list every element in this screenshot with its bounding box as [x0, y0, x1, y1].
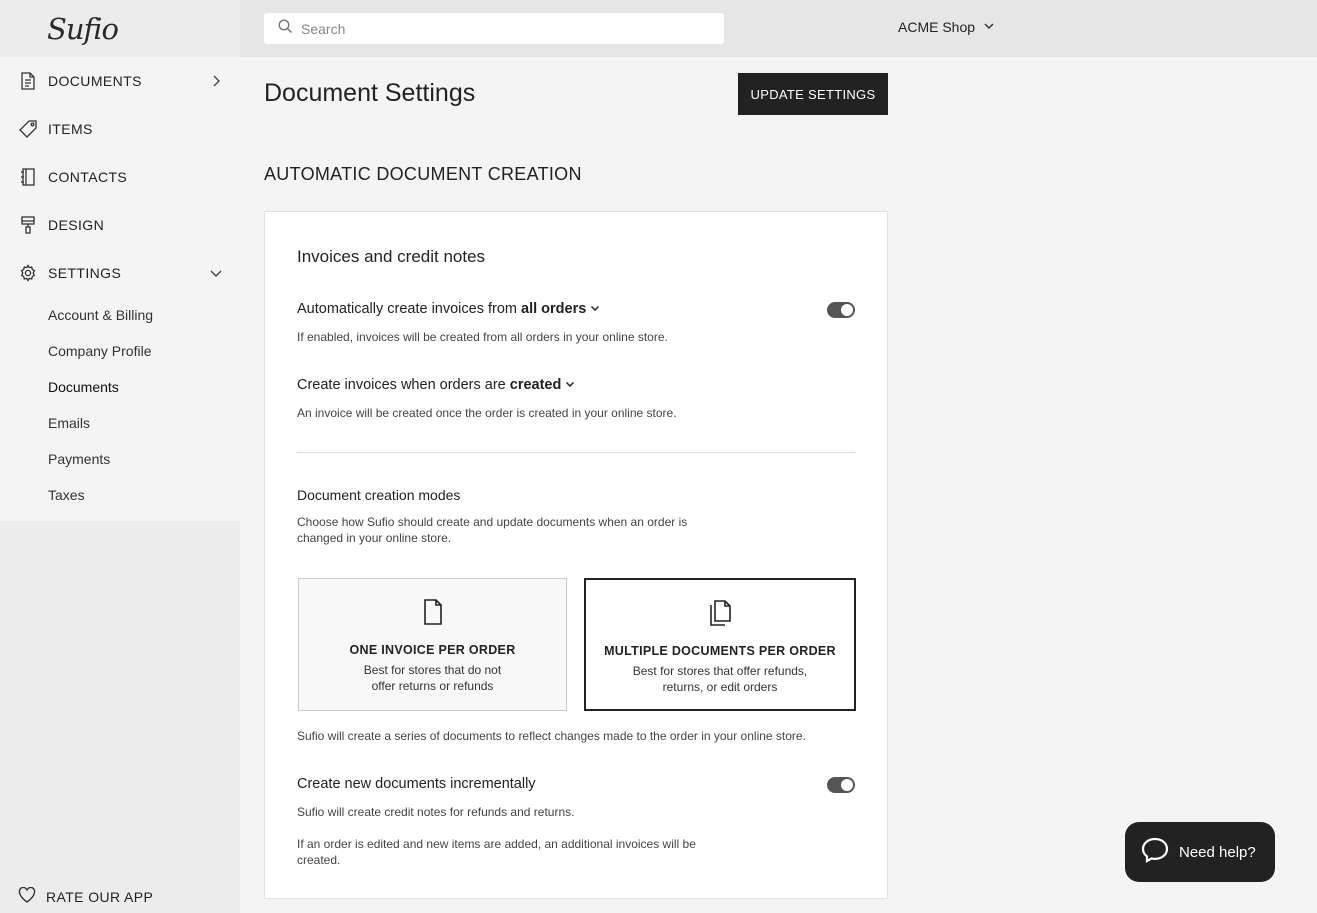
settings-card [264, 211, 888, 899]
mode-multiple-documents-option[interactable] [584, 578, 856, 711]
sidebar-sub-company-profile[interactable]: Company Profile [48, 343, 152, 359]
chat-bubble-icon [1141, 837, 1169, 868]
search-icon [278, 19, 293, 39]
need-help-button[interactable] [1125, 822, 1275, 882]
incremental-help-1: Sufio will create credit notes for refunds and returns. [297, 805, 575, 819]
chevron-down-icon [983, 19, 995, 35]
settings-group [0, 249, 240, 521]
sidebar-sub-payments[interactable]: Payments [48, 451, 111, 467]
auto-create-toggle[interactable] [827, 302, 855, 318]
shop-name: ACME Shop [898, 19, 976, 35]
auto-create-text: Automatically create invoices from [297, 301, 517, 317]
chevron-down-icon [565, 377, 575, 393]
search-input[interactable] [301, 21, 701, 37]
logo-bar [0, 0, 240, 57]
sidebar [0, 0, 240, 913]
sidebar-item-label: ITEMS [48, 121, 93, 137]
shop-selector[interactable] [898, 19, 995, 35]
sidebar-item-label: SETTINGS [48, 265, 122, 281]
topbar [240, 0, 1317, 57]
when-created-label [297, 377, 575, 393]
modes-help: Choose how Sufio should create and update documents when an order is changed in your online store. [297, 515, 688, 545]
mode-description: Best for stores that offer refunds, returns, or edit orders [632, 664, 808, 694]
sidebar-item-label: CONTACTS [48, 169, 128, 185]
sidebar-sub-documents[interactable]: Documents [48, 379, 119, 395]
card-title: Invoices and credit notes [297, 247, 486, 266]
sidebar-sub-emails[interactable]: Emails [48, 415, 91, 431]
sidebar-sub-taxes[interactable]: Taxes [48, 487, 85, 503]
search-box[interactable] [264, 13, 724, 44]
modes-title: Document creation modes [297, 487, 461, 503]
update-settings-button[interactable]: UPDATE SETTINGS [738, 73, 888, 115]
chevron-down-icon [208, 265, 224, 281]
rate-our-app-link[interactable] [0, 881, 240, 913]
mode-title: ONE INVOICE PER ORDER [349, 643, 516, 657]
section-title: AUTOMATIC DOCUMENT CREATION [264, 164, 582, 184]
app-logo[interactable]: Sufio [47, 11, 119, 46]
need-help-label: Need help? [1179, 843, 1256, 861]
when-created-text: Create invoices when orders are [297, 377, 506, 393]
heart-icon [18, 887, 36, 908]
address-book-icon [18, 167, 38, 187]
chevron-right-icon [208, 73, 224, 89]
sidebar-item-items[interactable] [0, 105, 240, 153]
order-scope-dropdown[interactable] [521, 301, 600, 317]
sidebar-item-documents[interactable] [0, 57, 240, 105]
toggle-knob [840, 778, 854, 792]
incremental-toggle[interactable] [827, 777, 855, 793]
rate-label: RATE OUR APP [46, 889, 154, 905]
main-content [240, 57, 1317, 913]
paint-roller-icon [18, 215, 38, 235]
document-icon [299, 599, 566, 627]
nav-group [0, 57, 240, 249]
sidebar-sub-account-billing[interactable]: Account & Billing [48, 307, 154, 323]
sidebar-item-label: DOCUMENTS [48, 73, 142, 89]
mode-title: MULTIPLE DOCUMENTS PER ORDER [604, 644, 836, 658]
sidebar-item-label: DESIGN [48, 217, 105, 233]
order-status-dropdown[interactable] [510, 377, 576, 393]
when-created-help: An invoice will be created once the order is created in your online store. [297, 406, 677, 420]
tag-icon [18, 119, 38, 139]
mode-one-invoice-option[interactable] [298, 578, 567, 711]
auto-create-label [297, 301, 600, 317]
selected-mode-help: Sufio will create a series of documents to reflect changes made to the order in your online store. [297, 729, 806, 743]
documents-copy-icon [586, 600, 854, 628]
toggle-knob [840, 303, 854, 317]
order-status-value: created [509, 377, 562, 393]
chevron-down-icon [590, 301, 600, 317]
sidebar-item-contacts[interactable] [0, 153, 240, 201]
auto-create-help: If enabled, invoices will be created from all orders in your online store. [297, 330, 668, 344]
order-scope-value: all orders [521, 301, 587, 317]
gear-icon [18, 263, 38, 283]
divider [297, 452, 855, 453]
sidebar-item-settings[interactable] [0, 249, 240, 297]
page-title: Document Settings [264, 79, 476, 107]
mode-description: Best for stores that do not offer returns or refunds [363, 663, 502, 693]
sidebar-item-design[interactable] [0, 201, 240, 249]
incremental-help-2: If an order is edited and new items are added, an additional invoices will be created. [297, 837, 696, 867]
incremental-label: Create new documents incrementally [297, 776, 536, 792]
document-icon [18, 71, 38, 91]
